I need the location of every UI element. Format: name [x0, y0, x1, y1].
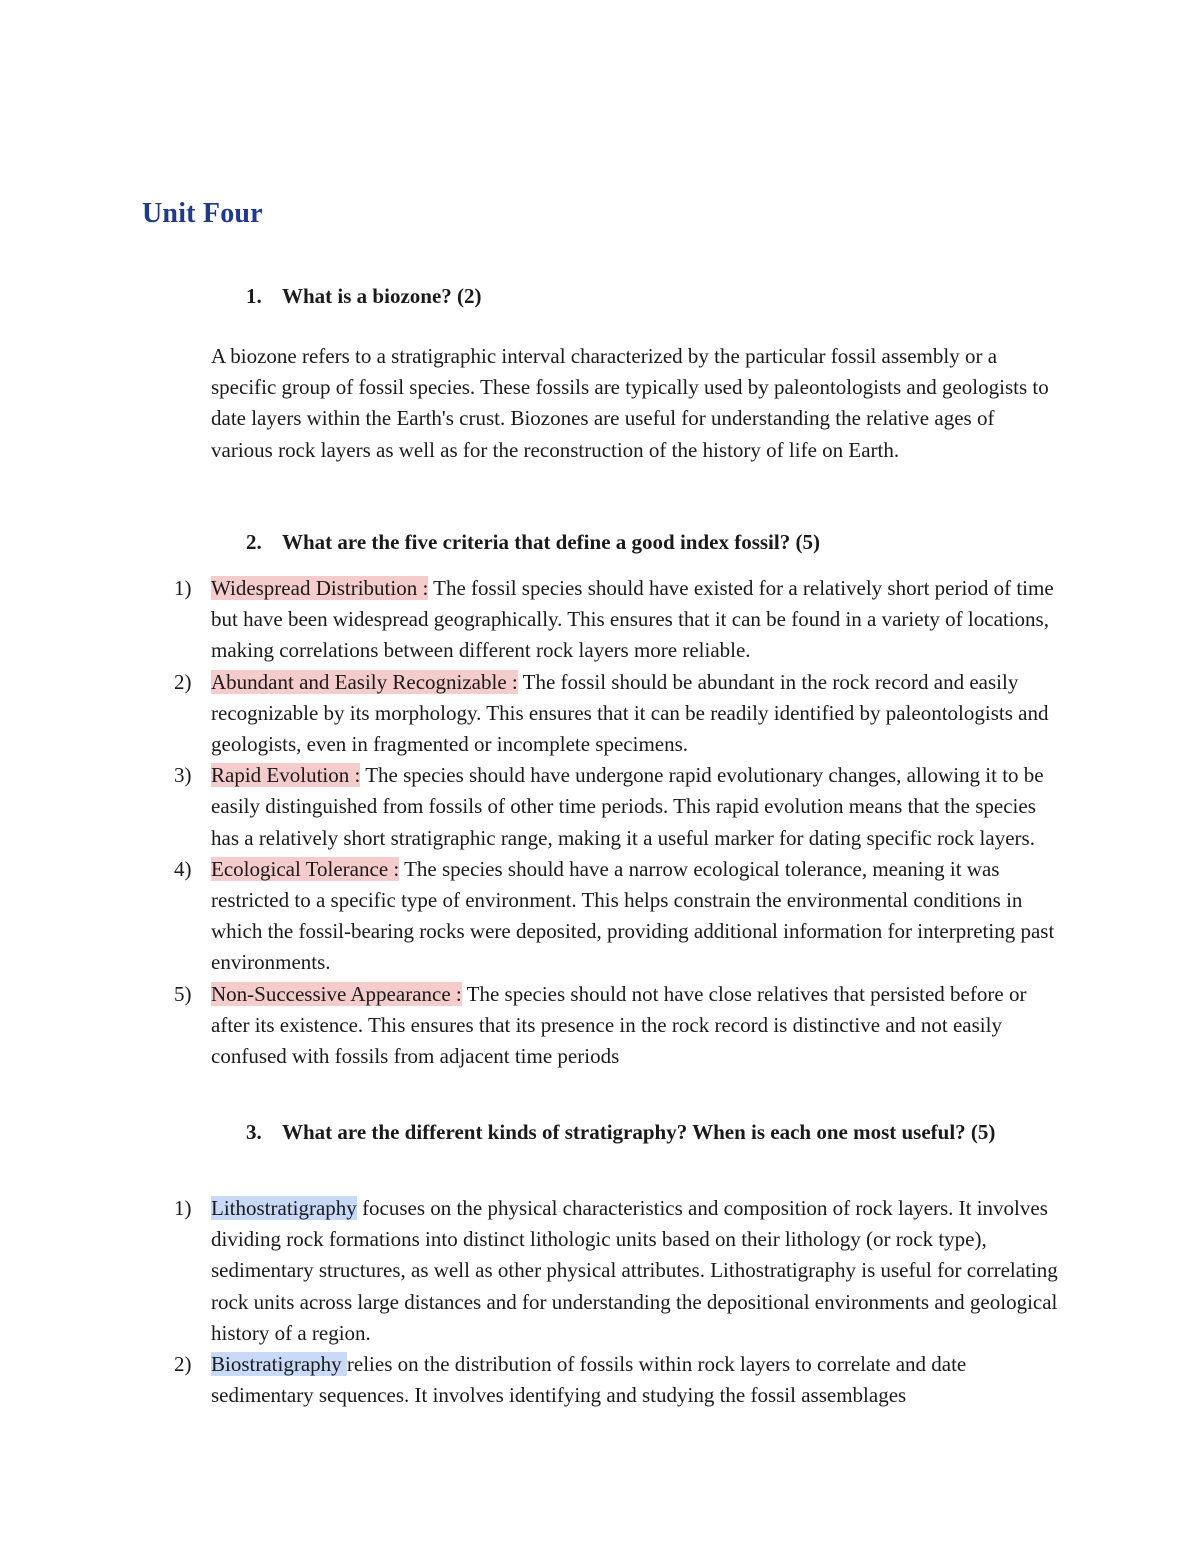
item-number: 2) — [174, 1352, 192, 1377]
criterion-description: The fossil should be abundant in the rock record and easily recognizable by its morphology. This ensures that it can be readily identified by paleontologists and geologists, even in fragmented or incomplete specimens. — [211, 669, 1049, 757]
question-3 — [246, 1117, 1061, 1148]
criterion-description: The species should not have close relatives that persisted before or after its existence. This ensures that its presence in the rock record is distinctive and not easily confused with fossils from adjacent time periods — [211, 981, 1027, 1069]
criterion-description: The fossil species should have existed for a relatively short period of time but have been widespread geographically. This ensures that it can be found in a variety of locations, making correlations between different rock layers more reliable. — [211, 576, 1054, 663]
stratigraphy-kinds-list — [174, 1193, 1064, 1411]
list-item — [174, 979, 1064, 1073]
list-item — [174, 760, 1064, 854]
item-number: 1) — [174, 576, 192, 600]
stratigraphy-term: Biostratigraphy — [211, 1352, 347, 1377]
list-item — [174, 667, 1064, 761]
item-number: 2) — [174, 669, 192, 694]
question-1 — [246, 281, 1076, 312]
question-number: 2. — [246, 530, 262, 554]
list-item — [174, 1193, 1064, 1349]
item-number: 4) — [174, 856, 192, 881]
question-text: What is a biozone? (2) — [282, 284, 482, 308]
stratigraphy-term: Lithostratigraphy — [211, 1196, 357, 1220]
question-text: What are the different kinds of stratigraphy? When is each one most useful? (5) — [282, 1120, 996, 1144]
index-fossil-criteria-list — [174, 573, 1064, 1072]
question-2 — [246, 527, 1076, 558]
criterion-term: Ecological Tolerance : — [211, 856, 400, 881]
answer-paragraph: A biozone refers to a stratigraphic interval characterized by the particular fossil assembly or a specific group of fossil species. These fossils are typically used by paleontologists and geologists to date layers within the Earth's crust. Biozones are useful for understanding the relative ages of various rock layers as well as for the reconstruction of the history of life on Earth. — [211, 344, 1049, 462]
list-item — [174, 1349, 1064, 1411]
criterion-term: Widespread Distribution : — [211, 576, 429, 600]
page-title: Unit Four — [142, 198, 263, 229]
criterion-term: Rapid Evolution : — [211, 763, 361, 788]
question-number: 3. — [246, 1120, 262, 1144]
criterion-description: The species should have undergone rapid evolutionary changes, allowing it to be easily distinguished from fossils of other time periods. This rapid evolution means that the species has a relatively short stratigraphic range, making it a useful marker for dating specific rock layers. — [211, 763, 1044, 850]
list-item — [174, 573, 1064, 667]
item-number: 3) — [174, 763, 192, 788]
item-number: 5) — [174, 981, 192, 1006]
criterion-term: Non-Successive Appearance : — [211, 981, 462, 1006]
stratigraphy-description: relies on the distribution of fossils within rock layers to correlate and date sedimentary sequences. It involves identifying and studying the fossil assemblages — [211, 1352, 967, 1408]
question-text: What are the five criteria that define a good index fossil? (5) — [282, 530, 820, 554]
criterion-term: Abundant and Easily Recognizable : — [211, 669, 518, 694]
criterion-description: The species should have a narrow ecological tolerance, meaning it was restricted to a specific type of environment. This helps constrain the environmental conditions in which the fossil-bearing rocks were deposited, providing additional information for interpreting past environments. — [211, 856, 1055, 975]
item-number: 1) — [174, 1196, 192, 1220]
list-item — [174, 854, 1064, 979]
question-number: 1. — [246, 284, 262, 308]
stratigraphy-description: focuses on the physical characteristics and composition of rock layers. It involves dividing rock formations into distinct lithologic units based on their lithology (or rock type), sedimentary structures, as well as other physical attributes. Lithostratigraphy is useful for correlating rock units across large distances and for understanding the depositional environments and geological history of a region. — [211, 1196, 1058, 1345]
